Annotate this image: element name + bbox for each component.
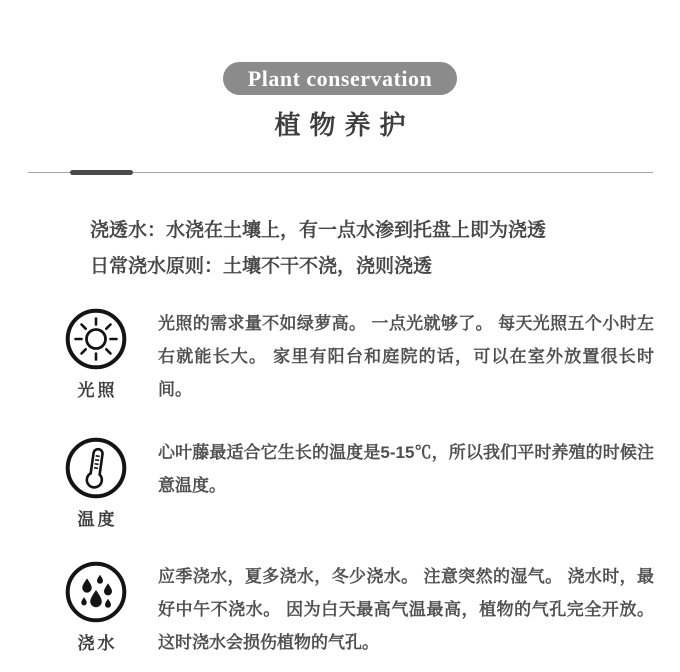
light-label: 光照 <box>77 381 118 400</box>
temperature-text: 心叶藤最适合它生长的温度是5-15℃，所以我们平时养殖的时候注意温度。 <box>158 443 654 495</box>
temperature-icon-column <box>58 436 134 530</box>
thermometer-icon <box>64 436 128 500</box>
watering-label: 浇水 <box>77 634 118 653</box>
sun-icon <box>64 307 128 371</box>
temperature-label: 温度 <box>77 510 118 529</box>
intro-line-2: 日常浇水原则：土壤不干不浇，浇则浇透 <box>90 256 433 277</box>
section-watering <box>58 560 654 659</box>
intro-line-1: 浇透水：水浇在土壤上，有一点水渗到托盘上即为浇透 <box>90 220 547 241</box>
section-light <box>58 307 654 406</box>
light-icon-column <box>58 307 134 401</box>
header-badge: Plant conservation <box>223 62 457 95</box>
divider <box>28 170 653 175</box>
page-title: 植物养护 <box>274 110 415 140</box>
light-text: 光照的需求量不如绿萝高。 一点光就够了。 每天光照五个小时左右就能长大。 家里有阳台和庭院的话，可以在室外放置很长时间。 <box>158 314 654 399</box>
water-drops-icon <box>64 560 128 624</box>
plant-care-infographic <box>0 62 680 672</box>
section-temperature <box>58 436 654 530</box>
watering-principles <box>90 213 650 285</box>
divider-accent-segment <box>70 170 133 175</box>
watering-icon-column <box>58 560 134 654</box>
watering-text: 应季浇水，夏多浇水，冬少浇水。 注意突然的湿气。 浇水时，最好中午不浇水。 因为白天最高气温最高，植物的气孔完全开放。 这时浇水会损伤植物的气孔。 <box>158 567 654 652</box>
care-sections <box>0 307 680 659</box>
